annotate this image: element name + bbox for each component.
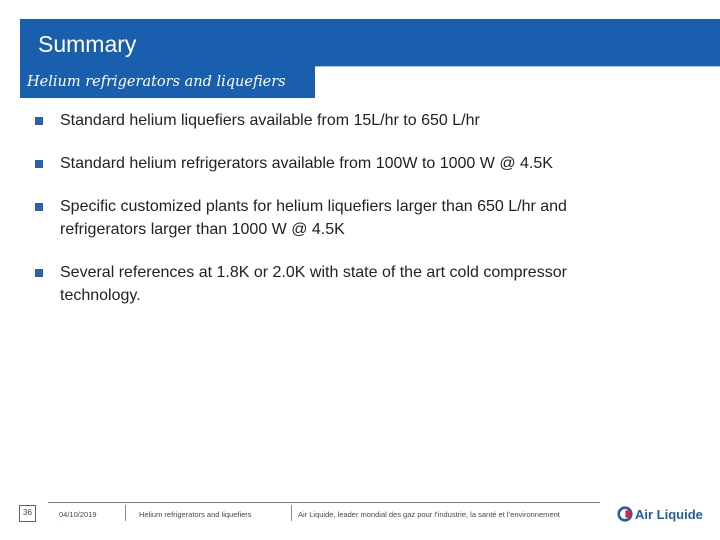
bullet-item [35, 261, 645, 307]
footer-date: 04/10/2019 [59, 510, 97, 519]
bullet-text: Standard helium liquefiers available from 15L/hr to 650 L/hr [60, 112, 480, 129]
bullet-text: Standard helium refrigerators available from 100W to 1000 W @ 4.5K [60, 155, 553, 172]
square-bullet-icon [35, 160, 43, 168]
bullet-item [35, 152, 645, 175]
footer-separator [125, 505, 126, 521]
bullet-item [35, 109, 645, 132]
square-bullet-icon [35, 269, 43, 277]
page-title: Summary [38, 31, 137, 57]
subtitle-divider [315, 66, 720, 67]
page-number: 36 [23, 508, 32, 517]
bullet-list [35, 109, 645, 307]
footer-tagline: Air Liquide, leader mondial des gaz pour l’industrie, la santé et l’environnement [298, 510, 560, 519]
air-liquide-logo-icon [617, 506, 633, 522]
footer-divider [48, 502, 600, 503]
footer-separator [291, 505, 292, 521]
company-logo-text: Air Liquide [635, 507, 703, 522]
bullet-text: Several references at 1.8K or 2.0K with state of the art cold compressor technology. [60, 264, 567, 304]
bullet-text: Specific customized plants for helium liquefiers larger than 650 L/hr and refrigerators larger than 1000 W @ 4.5K [60, 198, 567, 238]
square-bullet-icon [35, 117, 43, 125]
footer-presentation-title: Helium refrigerators and liquefiers [139, 510, 252, 519]
bullet-item [35, 195, 645, 241]
section-subtitle: Helium refrigerators and liquefiers [27, 74, 286, 90]
square-bullet-icon [35, 203, 43, 211]
